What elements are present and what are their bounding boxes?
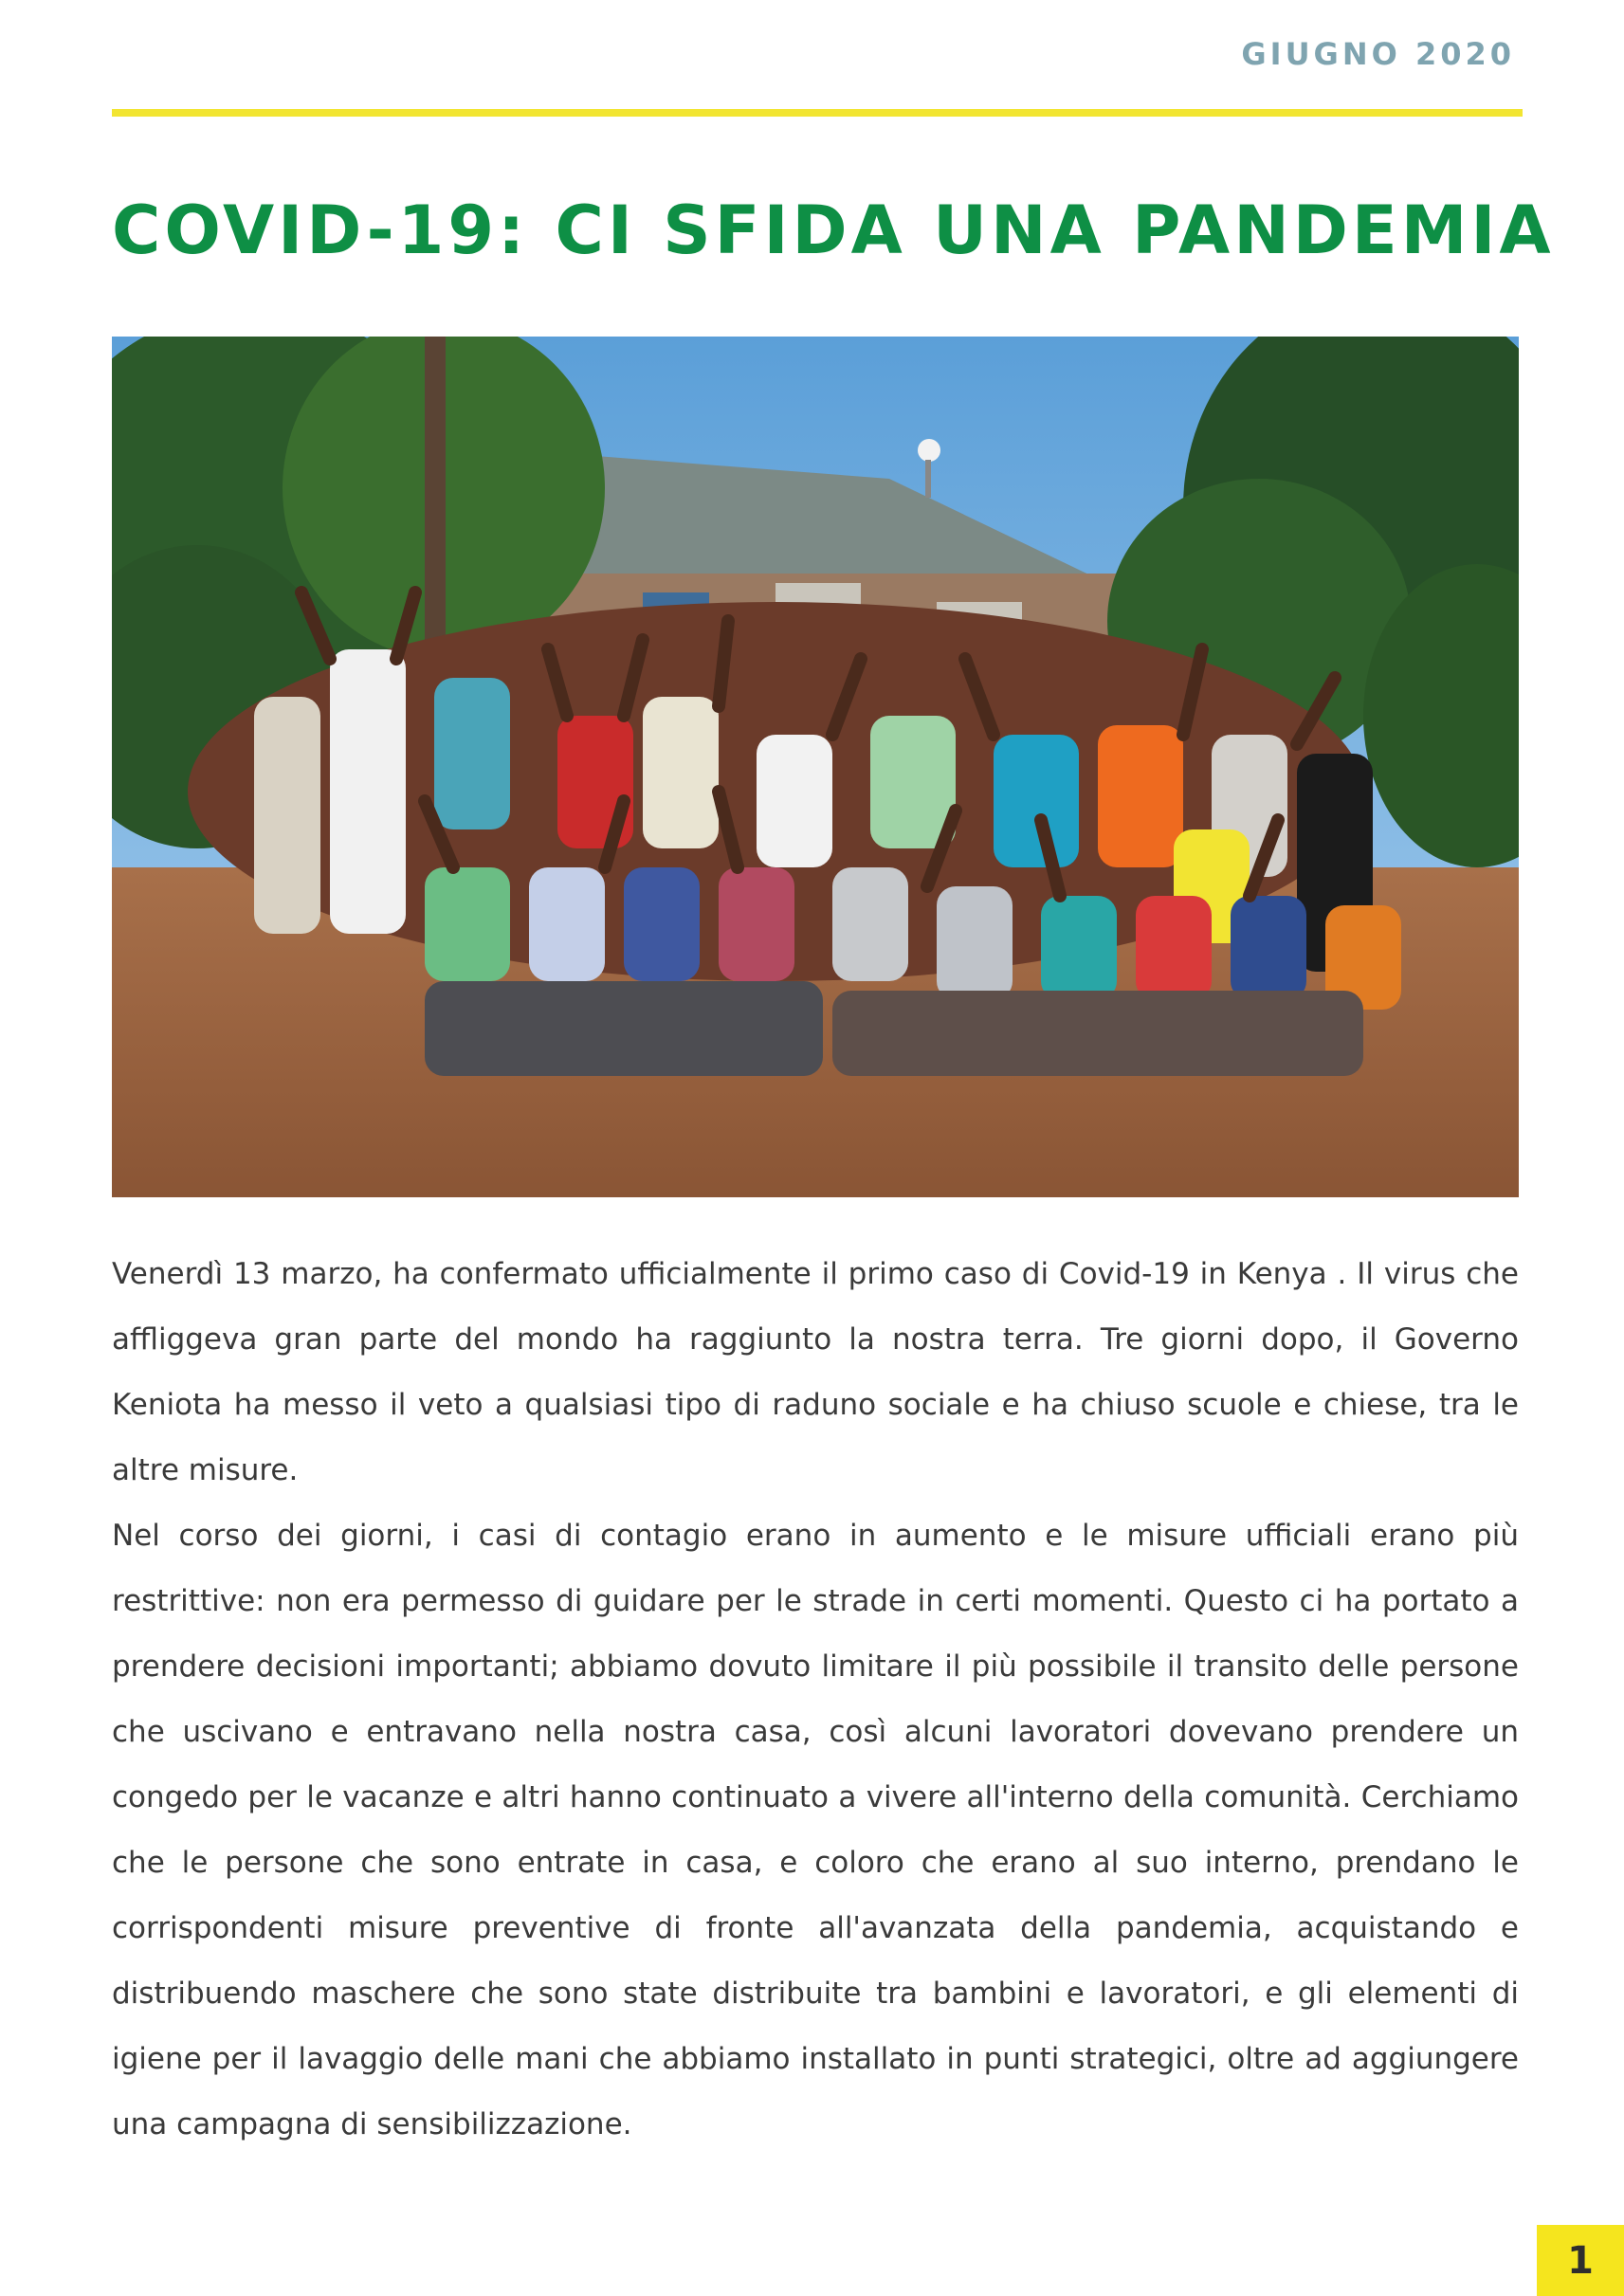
page-number: 1 (1567, 2239, 1594, 2283)
group-photo (112, 337, 1519, 1197)
header-divider (112, 109, 1523, 117)
article-paragraph: Venerdì 13 marzo, ha confermato ufficialmente il primo caso di Covid-19 in Kenya . Il virus che affliggeva gran parte del mondo ha raggiunto la nostra terra. Tre giorni dopo, il Governo Keniota ha messo il veto a qualsiasi tipo di raduno sociale e ha chiuso scuole e chiese, tra le altre misure. (112, 1257, 1519, 1487)
issue-date: GIUGNO 2020 (1241, 36, 1515, 72)
article-paragraph: Nel corso dei giorni, i casi di contagio erano in aumento e le misure ufficiali erano più restrittive: non era permesso di guidare per le strade in certi momenti. Questo ci ha portato a prendere decisioni importanti; abbiamo dovuto limitare il più possibile il transito delle persone che uscivano e entravano nella nostra casa, così alcuni lavoratori dovevano prendere un congedo per le vacanze e altri hanno continuato a vivere all'interno della comunità. Cerchiamo che le persone che sono entrate in casa, e coloro che erano al suo interno, prendano le corrispondenti misure preventive di fronte all'avanzata della pandemia, acquistando e distribuendo maschere che sono state distribuite tra bambini e lavoratori, e gli elementi di igiene per il lavaggio delle mani che abbiamo installato in punti strategici, oltre ad aggiungere una campagna di sensibilizzazione. (112, 1519, 1519, 2141)
article-body (112, 1242, 1519, 2158)
page-title: COVID-19: CI SFIDA UNA PANDEMIA (112, 191, 1555, 269)
